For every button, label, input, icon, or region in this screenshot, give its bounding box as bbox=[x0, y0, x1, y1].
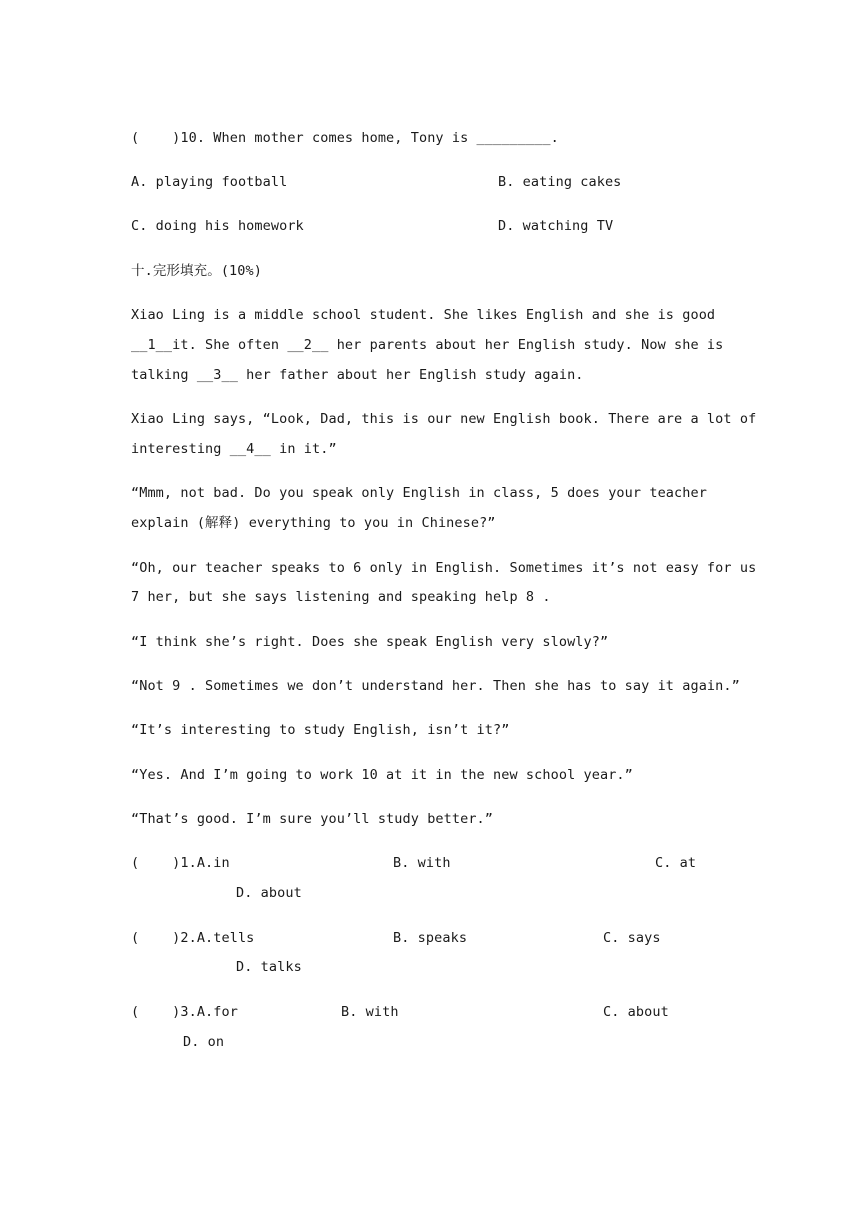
cloze-1-option-b: B. with bbox=[393, 855, 451, 871]
passage-line: “Oh, our teacher speaks to 6 only in English. Sometimes it’s not easy for us bbox=[131, 560, 757, 576]
passage-line: Xiao Ling is a middle school student. She likes English and she is good bbox=[131, 307, 716, 323]
cloze-3-option-c: C. about bbox=[603, 1004, 669, 1020]
passage-line: “I think she’s right. Does she speak English very slowly?” bbox=[131, 634, 609, 650]
passage-line: interesting __4__ in it.” bbox=[131, 441, 337, 457]
passage-line: “Mmm, not bad. Do you speak only English in class, 5 does your teacher bbox=[131, 485, 707, 501]
question-10-option-b: B. eating cakes bbox=[498, 174, 622, 190]
passage-line: “That’s good. I’m sure you’ll study better.” bbox=[131, 811, 494, 827]
passage-line: Xiao Ling says, “Look, Dad, this is our new English book. There are a lot of bbox=[131, 411, 757, 427]
cloze-2-stem: ( )2.A.tells bbox=[131, 930, 255, 946]
cloze-2-option-b: B. speaks bbox=[393, 930, 468, 946]
passage-line: talking __3__ her father about her English study again. bbox=[131, 367, 584, 383]
question-10-option-d: D. watching TV bbox=[498, 218, 614, 234]
cloze-3-stem: ( )3.A.for bbox=[131, 1004, 238, 1020]
cloze-2-option-c: C. says bbox=[603, 930, 661, 946]
question-10-option-c: C. doing his homework bbox=[131, 218, 304, 234]
passage-line: explain (解释) everything to you in Chinese?” bbox=[131, 515, 496, 531]
question-10-option-a: A. playing football bbox=[131, 174, 288, 190]
cloze-3-option-b: B. with bbox=[341, 1004, 399, 1020]
cloze-1-stem: ( )1.A.in bbox=[131, 855, 230, 871]
cloze-1-option-d: D. about bbox=[236, 885, 302, 901]
passage-line: “Not 9 . Sometimes we don’t understand her. Then she has to say it again.” bbox=[131, 678, 740, 694]
section-heading: 十.完形填充。(10%) bbox=[131, 263, 262, 279]
passage-line: “Yes. And I’m going to work 10 at it in the new school year.” bbox=[131, 767, 633, 783]
passage-line: __1__it. She often __2__ her parents about her English study. Now she is bbox=[131, 337, 724, 353]
cloze-1-option-c: C. at bbox=[655, 855, 697, 871]
cloze-3-option-d: D. on bbox=[183, 1034, 225, 1050]
passage-line: “It’s interesting to study English, isn’t it?” bbox=[131, 722, 510, 738]
cloze-2-option-d: D. talks bbox=[236, 959, 302, 975]
passage-line: 7 her, but she says listening and speaking help 8 . bbox=[131, 589, 551, 605]
question-10-stem: ( )10. When mother comes home, Tony is _________. bbox=[131, 130, 559, 146]
